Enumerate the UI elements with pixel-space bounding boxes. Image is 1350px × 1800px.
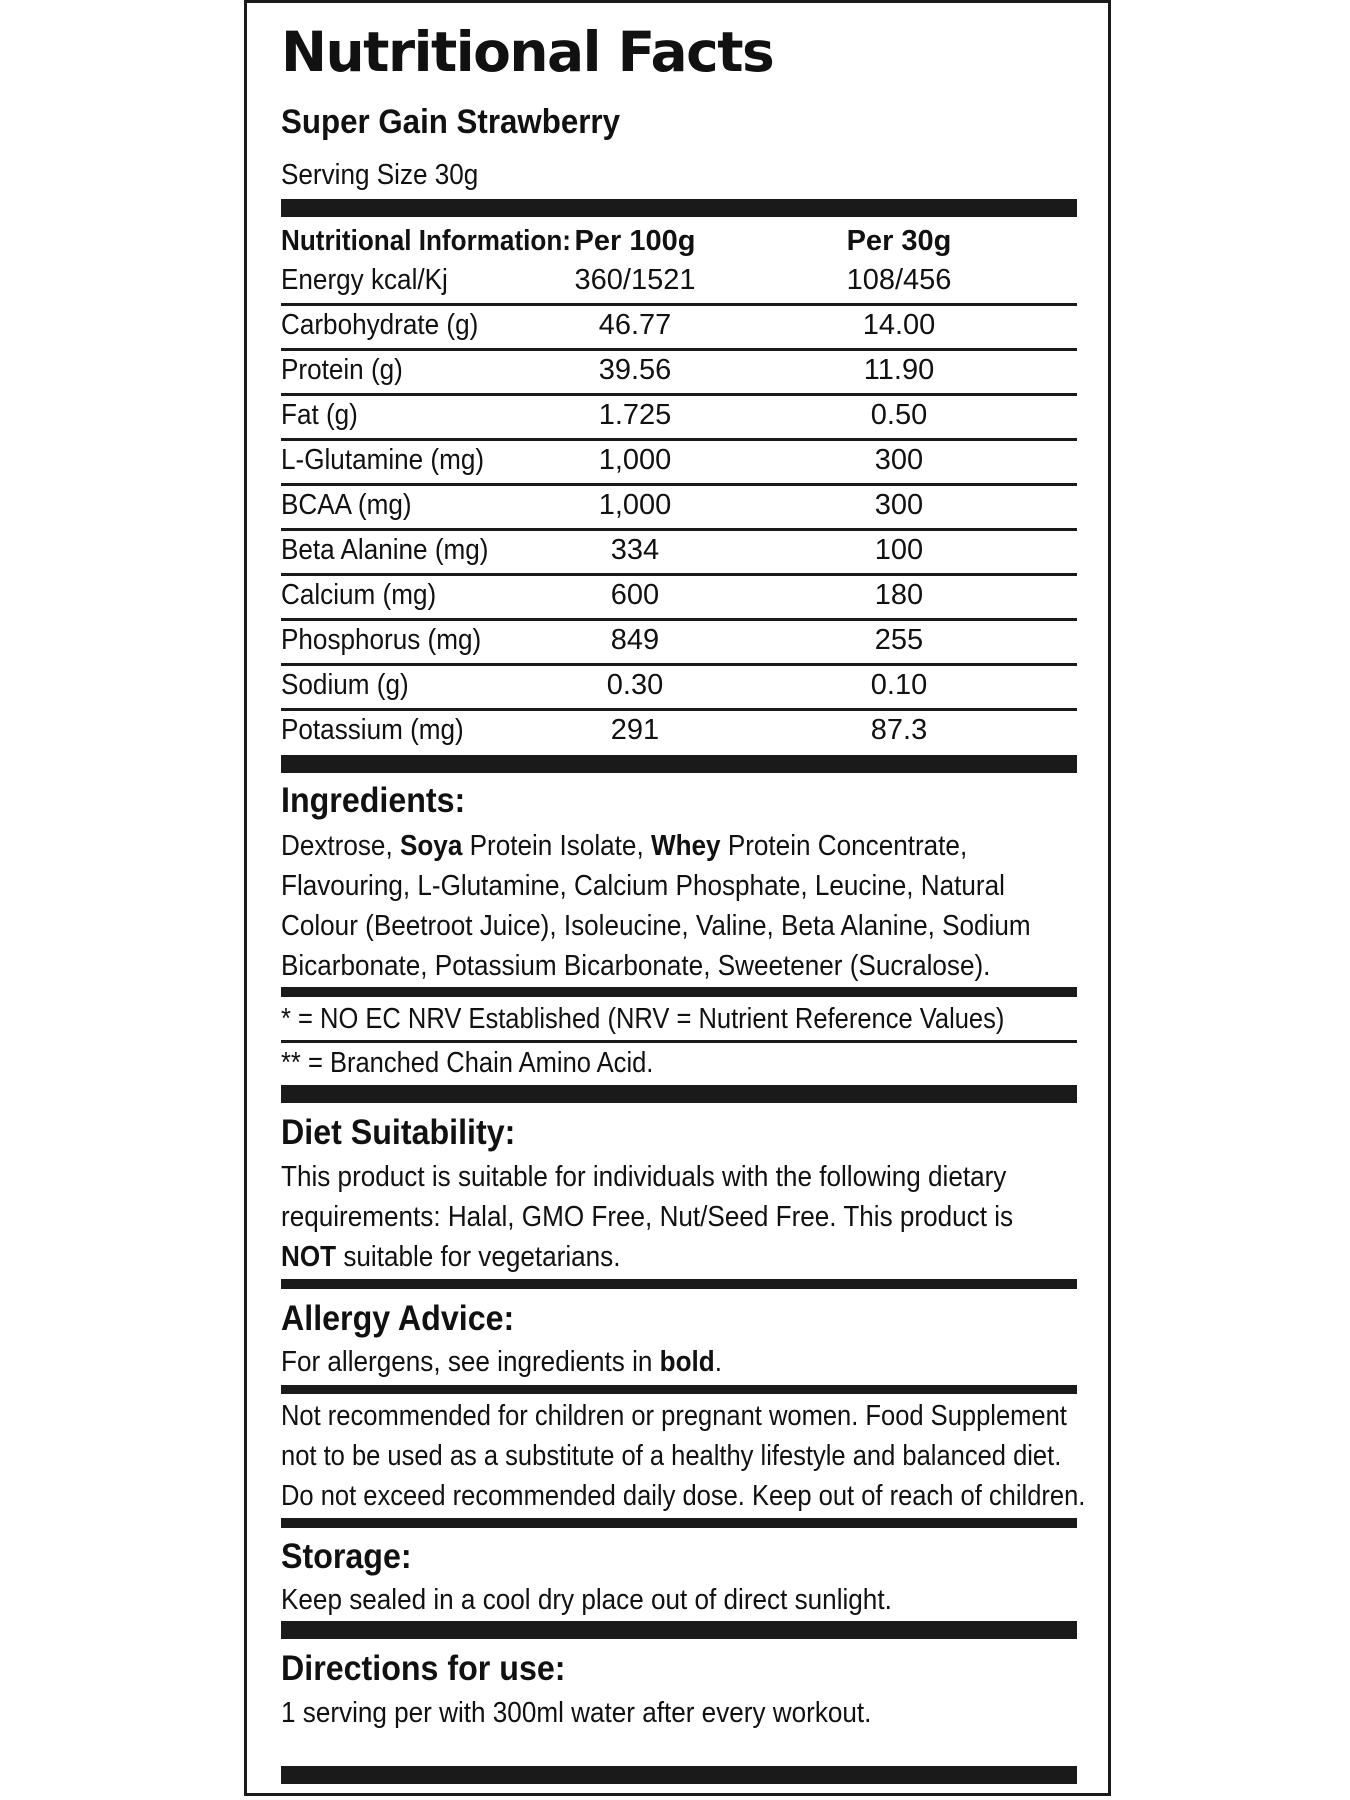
value-per-100g: 1.725 bbox=[598, 399, 672, 431]
value-per-30g: 180 bbox=[874, 579, 924, 611]
bcaa-note: ** = Branched Chain Amino Acid. bbox=[281, 1047, 654, 1079]
divider-bar bbox=[281, 1621, 1077, 1639]
table-row bbox=[281, 579, 1077, 619]
divider-bar bbox=[281, 987, 1077, 997]
nrv-note: * = NO EC NRV Established (NRV = Nutrient Reference Values) bbox=[281, 1003, 1005, 1035]
nutrient-name: Sodium (g) bbox=[281, 669, 409, 701]
warning-line-1: Not recommended for children or pregnant women. Food Supplement bbox=[281, 1400, 1067, 1432]
row-divider bbox=[281, 393, 1077, 396]
diet-text: This product is suitable for individuals with the following dietary requirements: Halal, GMO Free, Nut/Seed Free. This product is NOT suitable for vegetarians. bbox=[281, 1161, 1014, 1273]
nutrient-name: Energy kcal/Kj bbox=[281, 264, 448, 296]
value-per-30g: 0.50 bbox=[870, 399, 928, 431]
divider-bar bbox=[281, 1085, 1077, 1103]
table-row bbox=[281, 264, 1077, 304]
divider-bar bbox=[281, 1518, 1077, 1528]
table-row bbox=[281, 669, 1077, 709]
table-row bbox=[281, 309, 1077, 349]
value-per-100g: 291 bbox=[610, 714, 660, 746]
row-divider bbox=[281, 483, 1077, 486]
value-per-100g: 600 bbox=[610, 579, 660, 611]
value-per-30g: 87.3 bbox=[870, 714, 928, 746]
ingredients-text: Dextrose, Soya Protein Isolate, Whey Protein Concentrate, Flavouring, L-Glutamine, Calcium Phosphate, Leucine, Natural Colour (Beetroot Juice), Isoleucine, Valine, Beta Alanine, Sodium Bicarbonate, Potassium Bicarbonate, Sweetener (Sucralose). bbox=[281, 830, 1031, 982]
row-divider bbox=[281, 528, 1077, 531]
divider-bar bbox=[281, 1279, 1077, 1289]
table-row bbox=[281, 534, 1077, 574]
column-header-per-30g: Per 30g bbox=[846, 225, 952, 257]
value-per-30g: 11.90 bbox=[863, 354, 935, 386]
allergen-soya: Soya bbox=[399, 830, 463, 862]
value-per-100g: 46.77 bbox=[598, 309, 672, 341]
storage-text: Keep sealed in a cool dry place out of direct sunlight. bbox=[281, 1584, 892, 1616]
label-title: Nutritional Facts bbox=[281, 20, 774, 84]
value-per-30g: 14.00 bbox=[862, 309, 936, 341]
diet-heading: Diet Suitability: bbox=[281, 1113, 516, 1152]
value-per-30g: 300 bbox=[874, 444, 924, 476]
value-per-100g: 360/1521 bbox=[574, 264, 696, 296]
allergy-heading: Allergy Advice: bbox=[281, 1299, 515, 1338]
nutrient-name: Fat (g) bbox=[281, 399, 358, 431]
row-divider bbox=[281, 438, 1077, 441]
nutrient-name: Potassium (mg) bbox=[281, 714, 464, 746]
not-emphasis: NOT bbox=[281, 1241, 337, 1273]
nutrient-name: Carbohydrate (g) bbox=[281, 309, 479, 341]
warning-line-3: Do not exceed recommended daily dose. Keep out of reach of children. bbox=[281, 1480, 1086, 1512]
row-divider bbox=[281, 618, 1077, 621]
nutrient-name: Protein (g) bbox=[281, 354, 403, 386]
value-per-100g: 1,000 bbox=[598, 444, 672, 476]
value-per-100g: 39.56 bbox=[598, 354, 672, 386]
directions-text: 1 serving per with 300ml water after every workout. bbox=[281, 1697, 872, 1729]
value-per-100g: 0.30 bbox=[606, 669, 664, 701]
divider-bar bbox=[281, 1766, 1077, 1784]
bold-emphasis: bold bbox=[659, 1346, 715, 1378]
column-header-per-100g: Per 100g bbox=[574, 225, 696, 257]
row-divider bbox=[281, 303, 1077, 306]
table-row bbox=[281, 624, 1077, 664]
table-row bbox=[281, 399, 1077, 439]
directions-heading: Directions for use: bbox=[281, 1649, 566, 1688]
value-per-100g: 334 bbox=[610, 534, 660, 566]
divider-bar bbox=[281, 199, 1077, 217]
nutrient-name: L-Glutamine (mg) bbox=[281, 444, 485, 476]
table-row bbox=[281, 354, 1077, 394]
allergen-whey: Whey bbox=[650, 830, 721, 862]
value-per-30g: 300 bbox=[874, 489, 924, 521]
row-divider bbox=[281, 573, 1077, 576]
nutrient-name: Beta Alanine (mg) bbox=[281, 534, 489, 566]
nutrient-name: Calcium (mg) bbox=[281, 579, 437, 611]
ingredients-heading: Ingredients: bbox=[281, 781, 466, 820]
value-per-30g: 100 bbox=[874, 534, 924, 566]
column-header-nutrient: Nutritional Information: bbox=[281, 225, 571, 257]
value-per-100g: 1,000 bbox=[598, 489, 672, 521]
table-row bbox=[281, 489, 1077, 529]
allergy-text: For allergens, see ingredients in bold. bbox=[281, 1346, 722, 1378]
product-name: Super Gain Strawberry bbox=[281, 103, 620, 141]
value-per-30g: 0.10 bbox=[870, 669, 928, 701]
table-row bbox=[281, 714, 1077, 754]
nutrition-label bbox=[244, 0, 1111, 1796]
nutrient-name: Phosphorus (mg) bbox=[281, 624, 482, 656]
row-divider bbox=[281, 663, 1077, 666]
row-divider bbox=[281, 348, 1077, 351]
table-header-row bbox=[281, 225, 1077, 265]
serving-size: Serving Size 30g bbox=[281, 159, 479, 191]
value-per-100g: 849 bbox=[610, 624, 660, 656]
row-divider bbox=[281, 708, 1077, 711]
value-per-30g: 108/456 bbox=[846, 264, 952, 296]
divider-bar bbox=[281, 1385, 1077, 1394]
warning-line-2: not to be used as a substitute of a healthy lifestyle and balanced diet. bbox=[281, 1440, 1062, 1472]
table-row bbox=[281, 444, 1077, 484]
value-per-30g: 255 bbox=[874, 624, 924, 656]
nutrient-name: BCAA (mg) bbox=[281, 489, 412, 521]
storage-heading: Storage: bbox=[281, 1537, 412, 1576]
divider-bar bbox=[281, 755, 1077, 773]
